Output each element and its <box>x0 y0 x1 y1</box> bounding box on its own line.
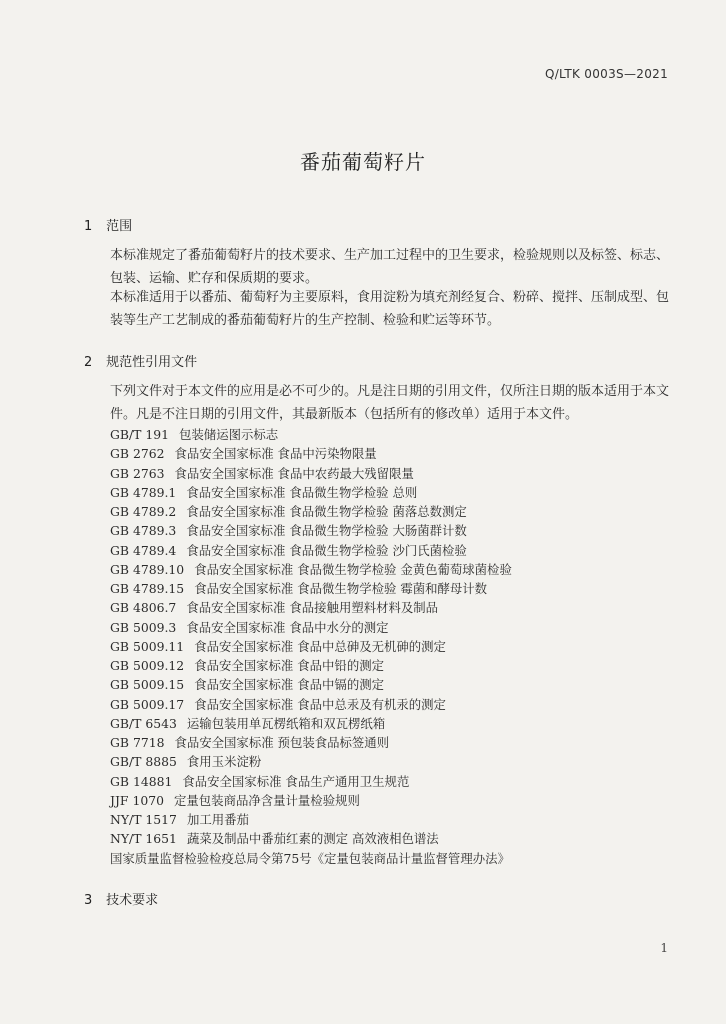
reference-item: NY/T 1517 加工用番茄 <box>110 812 249 827</box>
reference-item: GB 2763 食品安全国家标准 食品中农药最大残留限量 <box>110 465 414 481</box>
reference-item: GB 4789.2 食品安全国家标准 食品微生物学检验 菌落总数测定 <box>110 504 467 519</box>
reference-item: GB 7718 食品安全国家标准 预包装食品标签通则 <box>110 735 390 750</box>
reference-item: GB 4789.1 食品安全国家标准 食品微生物学检验 总则 <box>110 484 418 500</box>
scope-paragraph-2: 本标准适用于以番茄、葡萄籽为主要原料，食用淀粉为填充剂经复合、粉碎、搅拌、压制成型、包装等生产工艺制成的番茄葡萄籽片的生产控制、检验和贮运等环节。 <box>110 290 670 328</box>
reference-item: GB/T 8885 食用玉米淀粉 <box>110 754 262 770</box>
reference-item: 国家质量监督检验检疫总局令第75号《定量包装商品计量监督管理办法》 <box>110 850 510 866</box>
reference-item: JJF 1070 定量包装商品净含量计量检验规则 <box>110 792 360 808</box>
reference-item: NY/T 1651 蔬菜及制品中番茄红素的测定 高效液相色谱法 <box>110 831 439 847</box>
section-number: 2 <box>84 355 93 370</box>
document-title: 番茄葡萄籽片 <box>300 150 426 174</box>
section-2-heading <box>84 351 197 370</box>
section-1-heading <box>84 215 132 234</box>
reference-item: GB 2762 食品安全国家标准 食品中污染物限量 <box>110 446 377 462</box>
section-title: 规范性引用文件 <box>106 355 198 370</box>
section-3-heading <box>84 889 158 908</box>
reference-item: GB/T 191 包装储运图示标志 <box>110 427 279 442</box>
section-number: 3 <box>84 893 93 908</box>
reference-item: GB 5009.12 食品安全国家标准 食品中铅的测定 <box>110 658 384 673</box>
section-title: 范围 <box>106 219 133 234</box>
reference-item: GB 5009.3 食品安全国家标准 食品中水分的测定 <box>110 619 389 635</box>
scope-paragraph-1: 本标准规定了番茄葡萄籽片的技术要求、生产加工过程中的卫生要求，检验规则以及标签、标志、包装、运输、贮存和保质期的要求。 <box>110 248 670 286</box>
reference-list <box>110 425 512 868</box>
section-title: 技术要求 <box>106 893 159 908</box>
reference-item: GB 4789.3 食品安全国家标准 食品微生物学检验 大肠菌群计数 <box>110 523 467 539</box>
section-number: 1 <box>84 219 93 234</box>
reference-item: GB 4789.15 食品安全国家标准 食品微生物学检验 霉菌和酵母计数 <box>110 581 488 596</box>
reference-item: GB 5009.17 食品安全国家标准 食品中总汞及有机汞的测定 <box>110 696 446 712</box>
document-code: Q/LTK 0003S—2021 <box>544 67 668 81</box>
reference-item: GB 4806.7 食品安全国家标准 食品接触用塑料材料及制品 <box>110 600 439 616</box>
reference-item: GB 5009.15 食品安全国家标准 食品中镉的测定 <box>110 677 384 693</box>
reference-item: GB 4789.4 食品安全国家标准 食品微生物学检验 沙门氏菌检验 <box>110 542 467 558</box>
reference-item: GB 4789.10 食品安全国家标准 食品微生物学检验 金黄色葡萄球菌检验 <box>110 561 512 577</box>
reference-item: GB 14881 食品安全国家标准 食品生产通用卫生规范 <box>110 773 410 789</box>
reference-item: GB/T 6543 运输包装用单瓦楞纸箱和双瓦楞纸箱 <box>110 715 386 731</box>
references-intro: 下列文件对于本文件的应用是必不可少的。凡是注日期的引用文件，仅所注日期的版本适用于本文件。凡是不注日期的引用文件，其最新版本（包括所有的修改单）适用于本文件。 <box>110 384 670 422</box>
reference-item: GB 5009.11 食品安全国家标准 食品中总砷及无机砷的测定 <box>110 638 446 654</box>
page-number: 1 <box>660 941 668 955</box>
